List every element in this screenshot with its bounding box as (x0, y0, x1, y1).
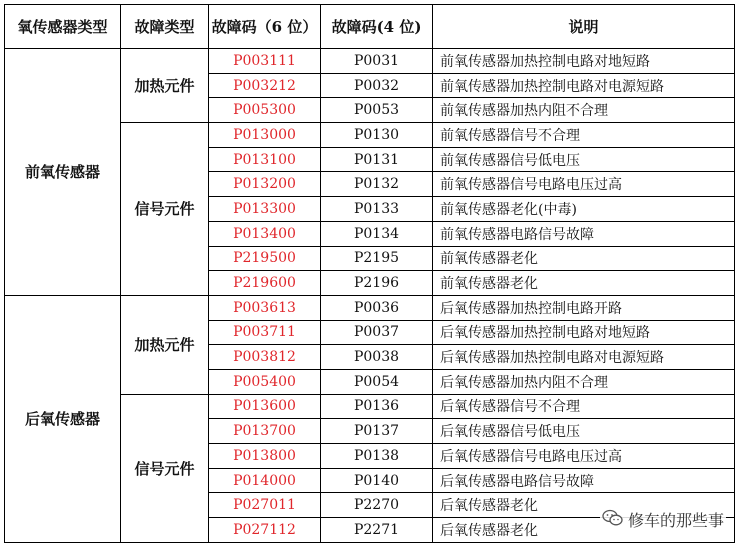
sensor-type-cell: 前氧传感器 (5, 49, 121, 296)
fault-type-cell: 信号元件 (121, 394, 209, 542)
fault-code-4-cell: P0054 (321, 369, 433, 394)
fault-code-6-cell: P003613 (209, 295, 321, 320)
fault-code-6-cell: P003812 (209, 345, 321, 370)
fault-code-6-cell: P003711 (209, 320, 321, 345)
fault-code-6-cell: P003111 (209, 49, 321, 74)
description-cell: 后氧传感器加热控制电路开路 (433, 295, 735, 320)
description-cell: 前氧传感器老化 (433, 271, 735, 296)
fault-code-4-cell: P0031 (321, 49, 433, 74)
watermark-text: 修车的那些事 (627, 511, 724, 530)
description-cell: 后氧传感器老化 (433, 493, 735, 518)
fault-code-4-cell: P0053 (321, 98, 433, 123)
fault-code-4-cell: P0137 (321, 419, 433, 444)
fault-code-6-cell: P005300 (209, 98, 321, 123)
fault-code-6-cell: P219500 (209, 246, 321, 271)
description-cell: 前氧传感器加热控制电路对地短路 (433, 49, 735, 74)
description-cell: 前氧传感器电路信号故障 (433, 221, 735, 246)
table-body (5, 49, 735, 543)
watermark (600, 508, 726, 531)
wechat-icon (602, 509, 624, 531)
fault-code-4-cell: P2196 (321, 271, 433, 296)
header-code-4: 故障码(4 位) (321, 5, 433, 49)
description-cell: 前氧传感器老化(中毒) (433, 197, 735, 222)
description-cell: 前氧传感器老化 (433, 246, 735, 271)
fault-code-4-cell: P0131 (321, 147, 433, 172)
header-sensor-type: 氧传感器类型 (5, 5, 121, 49)
fault-code-4-cell: P0134 (321, 221, 433, 246)
fault-code-6-cell: P013600 (209, 394, 321, 419)
fault-code-4-cell: P0132 (321, 172, 433, 197)
fault-code-6-cell: P003212 (209, 73, 321, 98)
header-row (5, 5, 735, 49)
description-cell: 前氧传感器加热控制电路对电源短路 (433, 73, 735, 98)
description-cell: 后氧传感器信号不合理 (433, 394, 735, 419)
fault-code-6-cell: P013200 (209, 172, 321, 197)
fault-code-4-cell: P0032 (321, 73, 433, 98)
description-cell: 后氧传感器加热内阻不合理 (433, 369, 735, 394)
fault-type-cell: 加热元件 (121, 49, 209, 123)
fault-code-6-cell: P005400 (209, 369, 321, 394)
fault-code-6-cell: P013700 (209, 419, 321, 444)
description-cell: 后氧传感器加热控制电路对电源短路 (433, 345, 735, 370)
fault-code-6-cell: P027011 (209, 493, 321, 518)
fault-code-6-cell: P013800 (209, 444, 321, 469)
fault-code-6-cell: P219600 (209, 271, 321, 296)
description-cell: 前氧传感器信号不合理 (433, 123, 735, 148)
fault-code-6-cell: P013000 (209, 123, 321, 148)
fault-code-6-cell: P014000 (209, 468, 321, 493)
fault-code-4-cell: P0038 (321, 345, 433, 370)
description-cell: 后氧传感器信号低电压 (433, 419, 735, 444)
fault-code-4-cell: P0136 (321, 394, 433, 419)
description-cell: 后氧传感器电路信号故障 (433, 468, 735, 493)
fault-code-4-cell: P0036 (321, 295, 433, 320)
sensor-type-cell: 后氧传感器 (5, 295, 121, 542)
description-cell: 前氧传感器信号电路电压过高 (433, 172, 735, 197)
header-description: 说明 (433, 5, 735, 49)
fault-code-4-cell: P2271 (321, 518, 433, 543)
table-row (5, 49, 735, 74)
table-row (5, 295, 735, 320)
fault-code-6-cell: P027112 (209, 518, 321, 543)
header-code-6: 故障码（6 位） (209, 5, 321, 49)
fault-code-table (4, 4, 735, 543)
description-cell: 前氧传感器加热内阻不合理 (433, 98, 735, 123)
fault-code-4-cell: P0138 (321, 444, 433, 469)
fault-code-4-cell: P2195 (321, 246, 433, 271)
fault-code-6-cell: P013100 (209, 147, 321, 172)
fault-type-cell: 加热元件 (121, 295, 209, 394)
description-cell: 后氧传感器老化 (433, 518, 735, 543)
description-cell: 后氧传感器加热控制电路对地短路 (433, 320, 735, 345)
description-cell: 后氧传感器信号电路电压过高 (433, 444, 735, 469)
header-fault-type: 故障类型 (121, 5, 209, 49)
fault-code-4-cell: P0140 (321, 468, 433, 493)
fault-type-cell: 信号元件 (121, 123, 209, 296)
fault-code-4-cell: P0133 (321, 197, 433, 222)
fault-code-4-cell: P0130 (321, 123, 433, 148)
table-header (5, 5, 735, 49)
fault-code-4-cell: P0037 (321, 320, 433, 345)
description-cell: 前氧传感器信号低电压 (433, 147, 735, 172)
fault-code-4-cell: P2270 (321, 493, 433, 518)
fault-code-6-cell: P013400 (209, 221, 321, 246)
fault-code-6-cell: P013300 (209, 197, 321, 222)
